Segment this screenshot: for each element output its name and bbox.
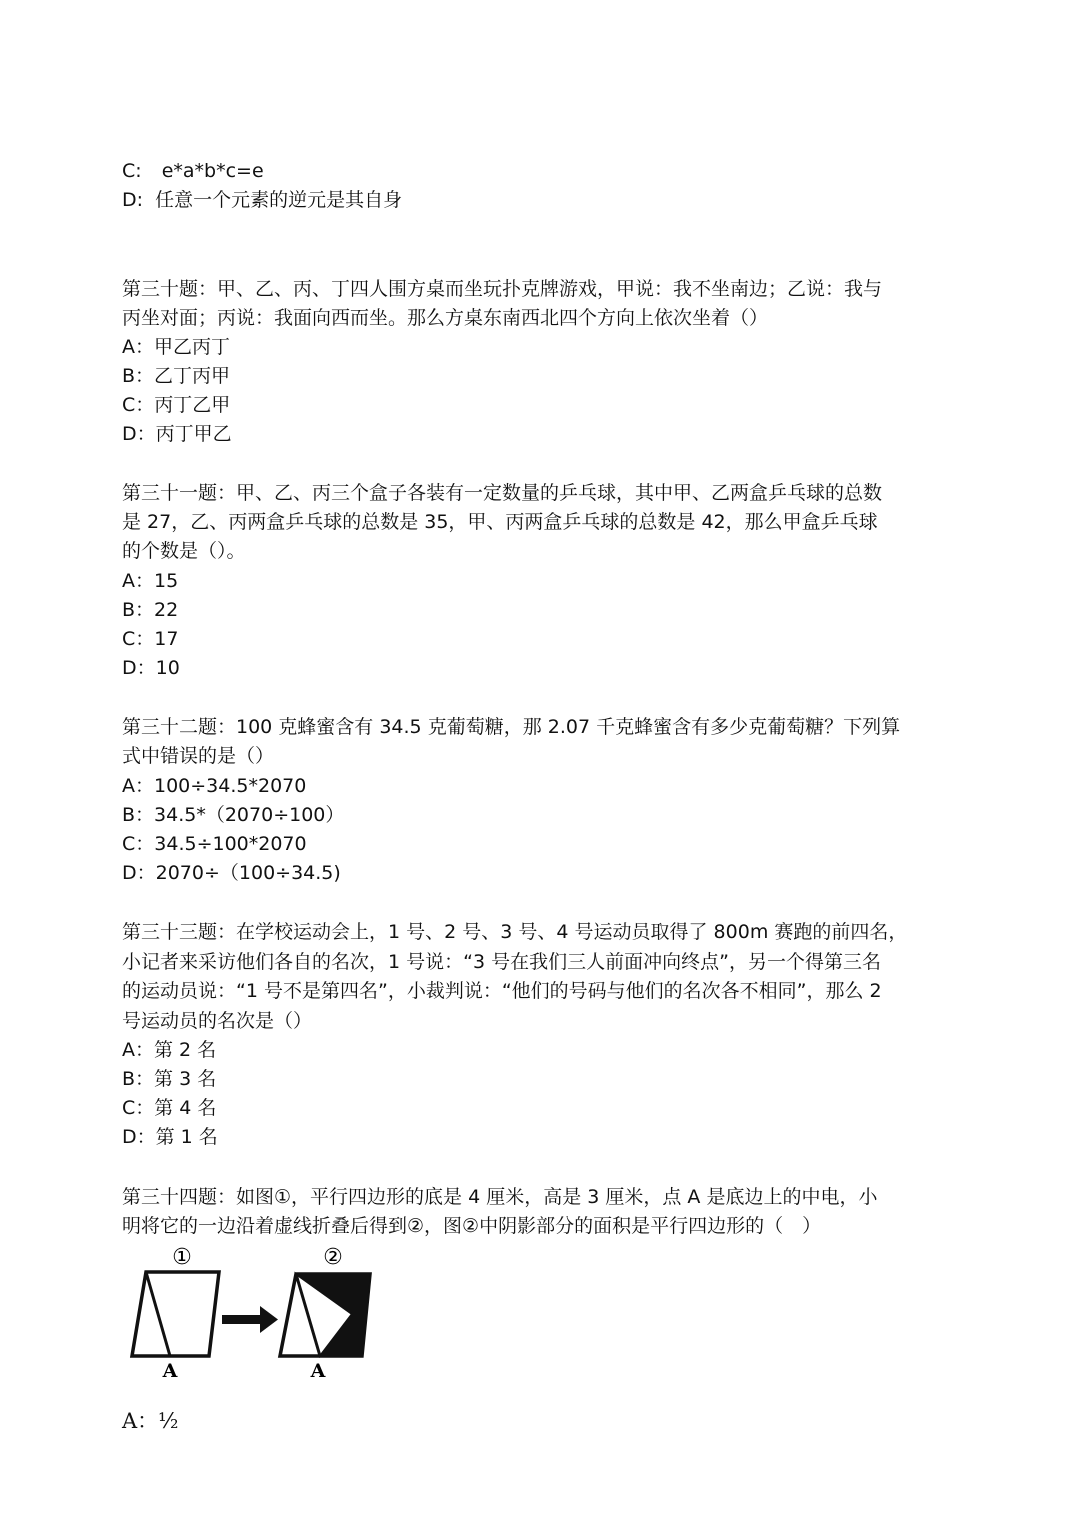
q33-option-d: D：第 1 名 [122,1126,218,1148]
prev-option-c-text: e*a*b*c=e [161,160,264,182]
fold-diagram [124,1244,386,1390]
q33-option-a: A：第 2 名 [122,1039,217,1061]
figure-2-label: ② [323,1245,343,1270]
q30-stem-line-2: 丙坐对面；丙说：我面向西而坐。那么方桌东南西北四个方向上依次坐着（） [122,307,769,329]
q34-stem-line-1: 第三十四题：如图①，平行四边形的底是 4 厘米，高是 3 厘米，点 A 是底边上的中电，小 [122,1186,878,1208]
q31-option-a: A：15 [122,570,179,592]
q33-option-c: C：第 4 名 [122,1097,217,1119]
q31-stem-line-3: 的个数是（）。 [122,540,246,562]
q31-option-c: C：17 [122,628,179,650]
prev-option-d-label: D: [122,189,144,211]
q31-stem-line-1: 第三十一题：甲、乙、丙三个盒子各装有一定数量的乒乓球，其中甲、乙两盒乒乓球的总数 [122,482,883,504]
q31-stem-line-2: 是 27，乙、丙两盒乒乓球的总数是 35，甲、丙两盒乒乓球的总数是 42，那么甲盒乒乓球 [122,511,878,533]
q32-option-a: A：100÷34.5*2070 [122,775,307,797]
arrow-right-icon [260,1306,278,1333]
q30-option-b: B：乙丁丙甲 [122,365,231,387]
prev-option-d [122,189,402,211]
q30-option-c: C：丙丁乙甲 [122,394,231,416]
q33-option-b: B：第 3 名 [122,1068,217,1090]
parallelogram-1 [132,1272,219,1356]
q31-option-b: B：22 [122,599,179,621]
q32-stem-line-1: 第三十二题：100 克蜂蜜含有 34.5 克葡萄糖，那 2.07 千克蜂蜜含有多少克葡萄糖？下列算 [122,716,901,738]
q33-stem-line-4: 号运动员的名次是（） [122,1010,313,1032]
q31-option-d: D：10 [122,657,180,679]
prev-option-c-label: C: [122,160,142,182]
q33-stem-line-2: 小记者来采访他们各自的名次，1 号说：“3 号在我们三人前面冲向终点”，另一个得第三名 [122,951,881,973]
parallelogram-fold-figure [124,1244,386,1390]
q32-option-d: D：2070÷（100÷34.5) [122,862,341,884]
arrow-shaft [222,1315,262,1324]
q33-stem-line-1: 第三十三题：在学校运动会上，1 号、2 号、3 号、4 号运动员取得了 800m 赛跑的前四名， [122,921,908,943]
q33-stem-line-3: 的运动员说：“1 号不是第四名”，小裁判说：“他们的号码与他们的名次各不相同”，那么 2 [122,980,882,1002]
prev-option-d-text: 任意一个元素的逆元是其自身 [155,189,403,211]
point-a-label-2: A [310,1360,326,1382]
q30-stem-line-1: 第三十题：甲、乙、丙、丁四人围方桌而坐玩扑克牌游戏，甲说：我不坐南边；乙说：我与 [122,278,883,300]
q34-option-a: A：½ [122,1409,179,1433]
prev-option-c [122,160,264,182]
point-a-label-1: A [162,1360,178,1382]
q30-option-a: A：甲乙丙丁 [122,336,230,358]
q34-stem-line-2: 明将它的一边沿着虚线折叠后得到②，图②中阴影部分的面积是平行四边形的（ ） [122,1215,822,1237]
q32-option-b: B：34.5*（2070÷100） [122,804,345,826]
q32-stem-line-2: 式中错误的是（） [122,745,275,767]
figure-1-label: ① [172,1245,192,1270]
q30-option-d: D：丙丁甲乙 [122,423,232,445]
q32-option-c: C：34.5÷100*2070 [122,833,307,855]
